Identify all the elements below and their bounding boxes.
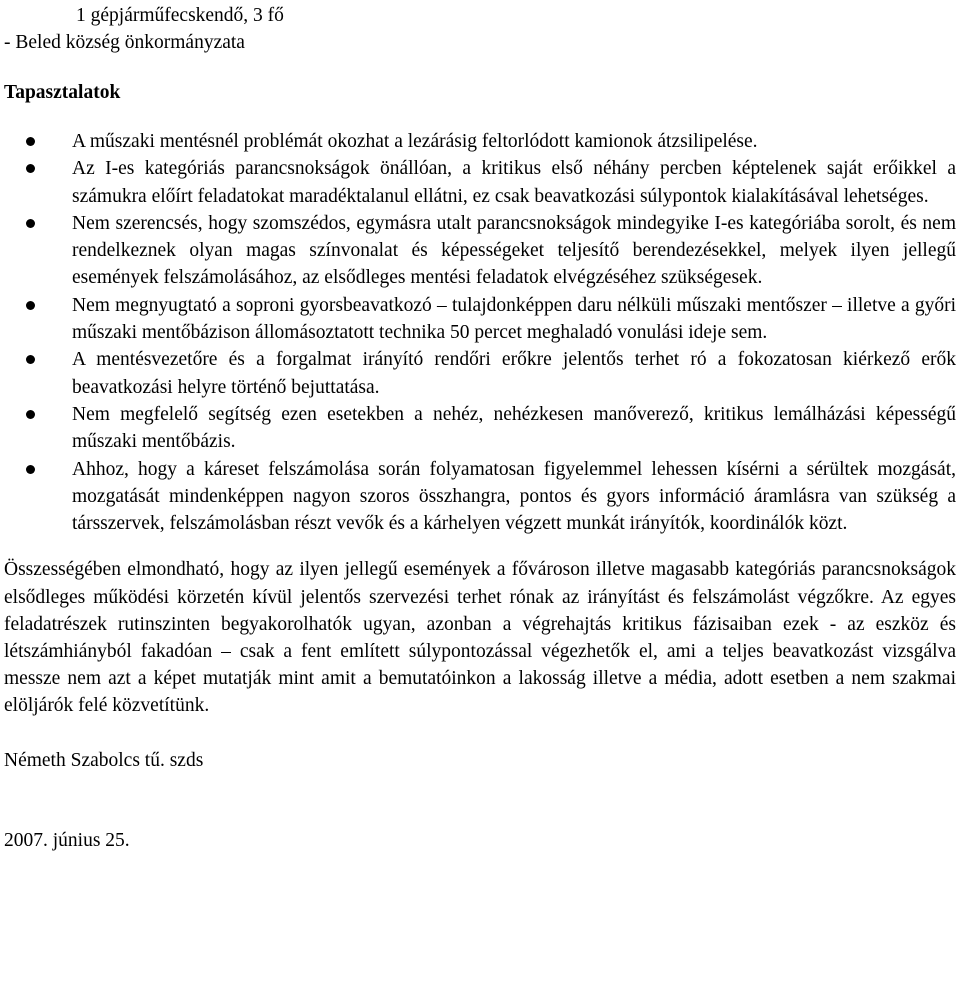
list-item: A mentésvezetőre és a forgalmat irányító rendőri erőkre jelentős terhet ró a fokozatosan kiérkező erők beavatkozási helyre történő bejuttatása. — [4, 346, 956, 401]
list-item: Nem megfelelő segítség ezen esetekben a nehéz, nehézkesen manőverező, kritikus lemálházási képességű műszaki mentőbázis. — [4, 401, 956, 456]
list-item: Ahhoz, hogy a káreset felszámolása során folyamatosan figyelemmel lehessen kísérni a sérültek mozgását, mozgatását mindenképpen nagyon szoros összhangra, pontos és gyors információ áramlásra van szükség a társszervek, felszámolásban részt vevők és a kárhelyen végzett munkát irányítók, koordinálók közt. — [4, 456, 956, 538]
signature: Németh Szabolcs tű. szds — [4, 749, 204, 771]
header-line-1: 1 gépjárműfecskendő, 3 fő — [76, 5, 284, 26]
list-item: Nem szerencsés, hogy szomszédos, egymásra utalt parancsnokságok mindegyike I-es kategóriába sorolt, és nem rendelkeznek olyan magas színvonalat és képességeket teljesítő berendezésekkel, melyek ilyen jellegű események felszámolásához, az elsődleges mentési feladatok elvégzéséhez szükségesek. — [4, 210, 956, 292]
document-page — [4, 0, 956, 854]
experience-list — [4, 128, 956, 537]
list-item: Nem megnyugtató a soproni gyorsbeavatkozó – tulajdonképpen daru nélküli műszaki mentőszer – illetve a győri műszaki mentőbázison állomásoztatott technika 50 percet meghaladó vonulási ideje sem. — [4, 292, 956, 347]
section-title: Tapasztalatok — [4, 82, 121, 103]
summary-paragraph: Összességében elmondható, hogy az ilyen jellegű események a fővároson illetve magasabb kategóriás parancsnokságok elsődleges működési körzetén kívül jelentős szervezési terhet rónak az irányítást és felszámolást végzőkre. Az egyes feladatrészek rutinszinten begyakorolhatók ugyan, azonban a végrehajtás kritikus fázisaiban ezek - az eszköz és létszámhiányból fakadóan – csak a fent említett súlypontozással végezhetők el, ami a teljes beavatkozást vizsgálva messze nem azt a képet mutatják mint amit a bemutatóinkon a lakosság illetve a média, adott esetben a nem szakmai elöljárók felé közvetítünk. — [4, 559, 956, 717]
header-line-2: - Beled község önkormányzata — [4, 32, 245, 53]
date: 2007. június 25. — [4, 829, 130, 851]
list-item: A műszaki mentésnél problémát okozhat a lezárásig feltorlódott kamionok átzsilipelése. — [4, 128, 956, 155]
list-item: Az I-es kategóriás parancsnokságok önállóan, a kritikus első néhány percben képtelenek saját erőikkel a számukra előírt feladatokat maradéktalanul ellátni, ez csak beavatkozási súlypontok kialakításával lehetséges. — [4, 155, 956, 210]
